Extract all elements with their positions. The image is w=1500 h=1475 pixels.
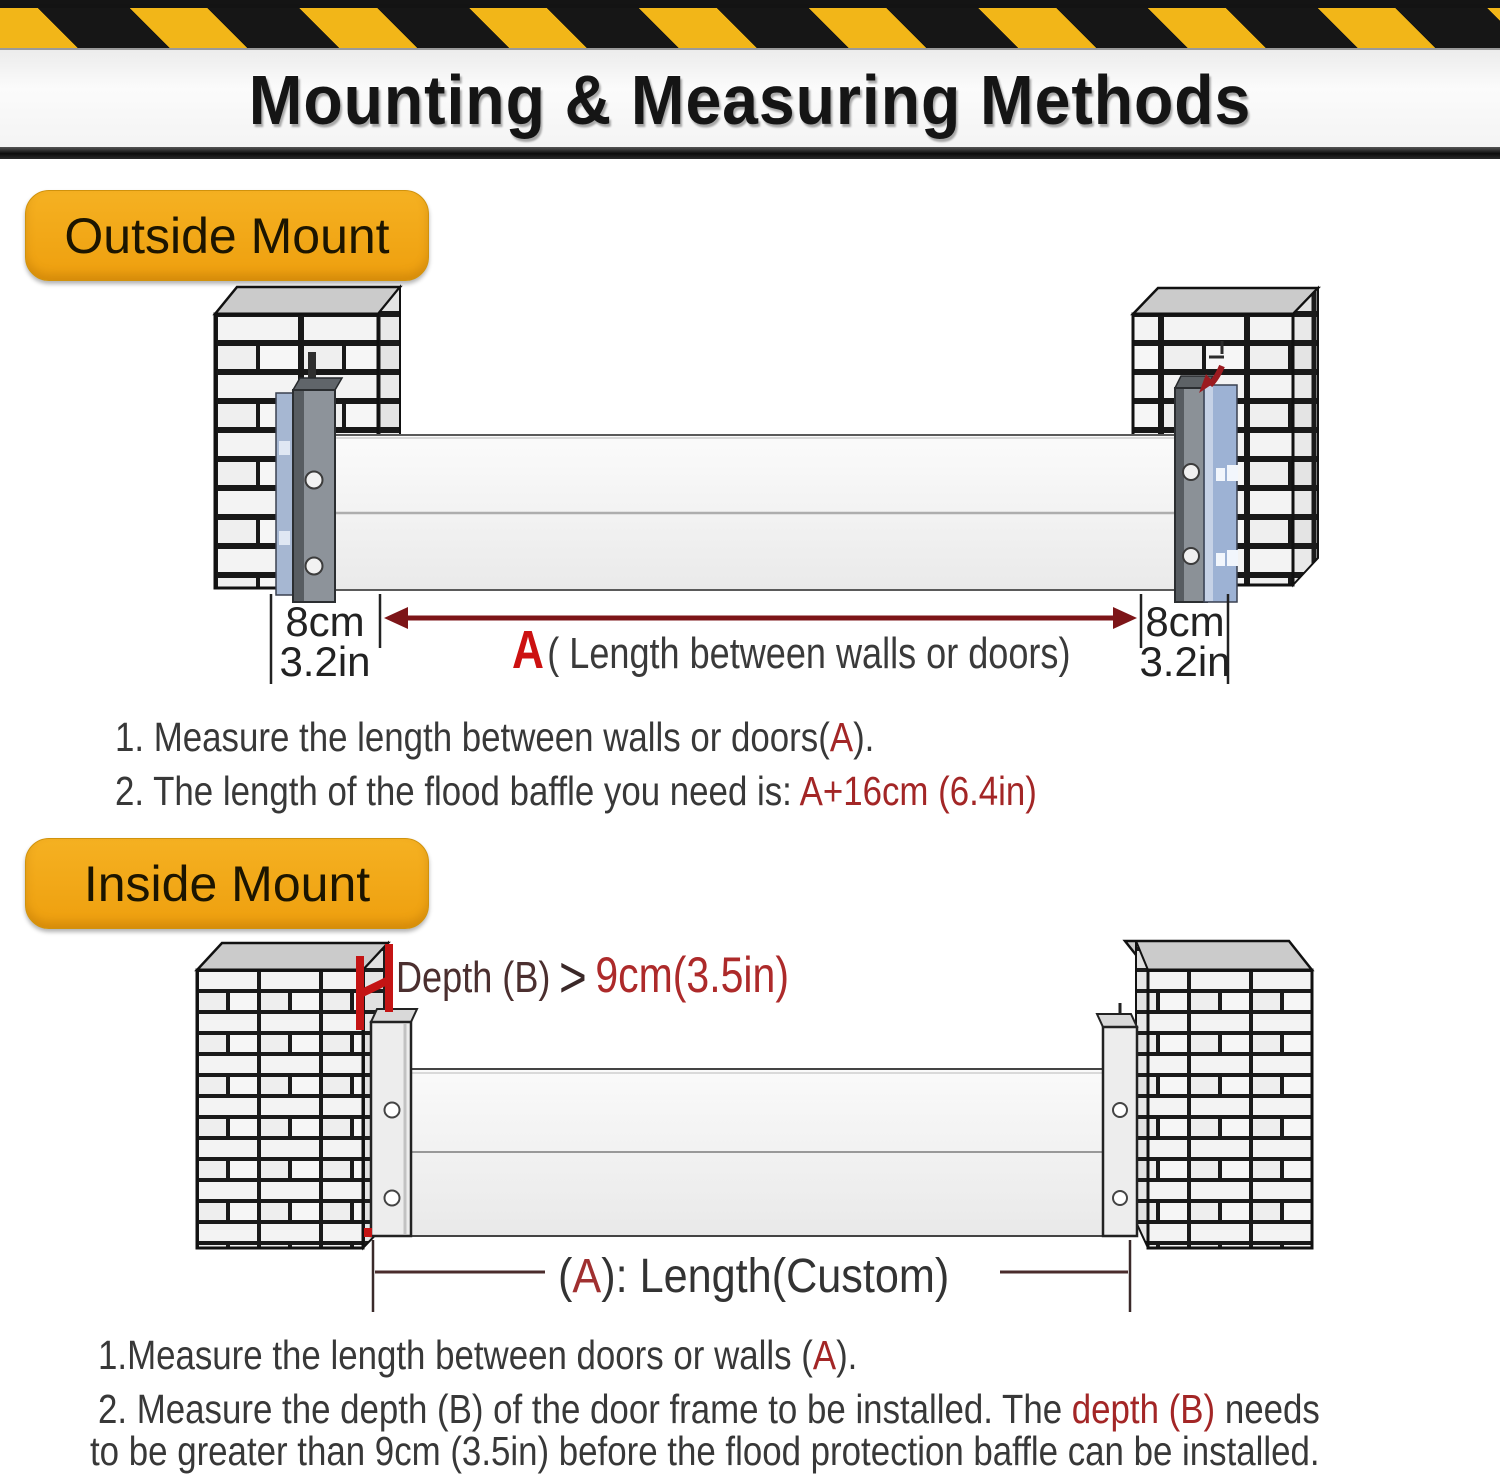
right-width-in: 3.2in	[1139, 638, 1231, 685]
screw-hole	[1113, 1103, 1127, 1117]
arrow-head-left	[384, 607, 408, 629]
depth-label: Depth (B)	[396, 953, 551, 1002]
inside-mount-badge	[25, 838, 429, 929]
right-width-cm: 8cm	[1145, 598, 1225, 645]
page-title: Mounting & Measuring Methods	[248, 61, 1252, 139]
right-mounting-channel	[1097, 1003, 1137, 1236]
inside-step-1: 1.Measure the length between doors or walls (A).	[98, 1332, 858, 1378]
inside-step-2-line-2: to be greater than 9cm (3.5in) before the flood protection baffle can be installed.	[90, 1428, 1320, 1474]
flood-barrier-panel	[409, 1069, 1104, 1236]
outside-mount-badge	[25, 190, 429, 281]
depth-value: 9cm(3.5in)	[595, 947, 789, 1003]
flood-barrier-panel	[333, 435, 1180, 590]
outside-step-2: 2. The length of the flood baffle you need is: A+16cm (6.4in)	[115, 768, 1037, 814]
outside-mount-label: Outside Mount	[64, 207, 390, 264]
screw-hole	[306, 558, 323, 575]
screw-hole	[1113, 1191, 1127, 1205]
hazard-stripe-band	[0, 8, 1500, 50]
seal-strip	[276, 393, 293, 595]
left-mounting-channel	[364, 1009, 417, 1237]
arrow-head-right	[1113, 607, 1137, 629]
screw-hole	[385, 1103, 400, 1118]
screw-hole	[1183, 464, 1199, 480]
inside-mount-label: Inside Mount	[83, 855, 371, 912]
greater-than-sign: >	[558, 945, 587, 1010]
inside-measurement	[373, 1240, 1130, 1312]
outside-mount-diagram	[0, 270, 1500, 700]
left-width-cm: 8cm	[285, 598, 365, 645]
banner-rule	[0, 147, 1500, 159]
length-custom-caption: (A): Length(Custom)	[558, 1248, 950, 1303]
right-brick-pillar	[1125, 941, 1312, 1248]
left-width-in: 3.2in	[279, 638, 371, 685]
screw-hole	[385, 1191, 400, 1206]
banner-top-bar	[0, 0, 1500, 8]
screw-hole	[1183, 548, 1199, 564]
length-caption: A( Length between walls or doors)	[512, 619, 1071, 681]
depth-requirement	[396, 944, 789, 1011]
outside-measurement	[271, 594, 1231, 685]
screw-hole	[306, 472, 323, 489]
outside-step-1: 1. Measure the length between walls or doors(A).	[115, 714, 875, 760]
red-mark	[364, 1228, 372, 1237]
inside-step-2-line-1: 2. Measure the depth (B) of the door frame to be installed. The depth (B) needs	[98, 1386, 1320, 1432]
